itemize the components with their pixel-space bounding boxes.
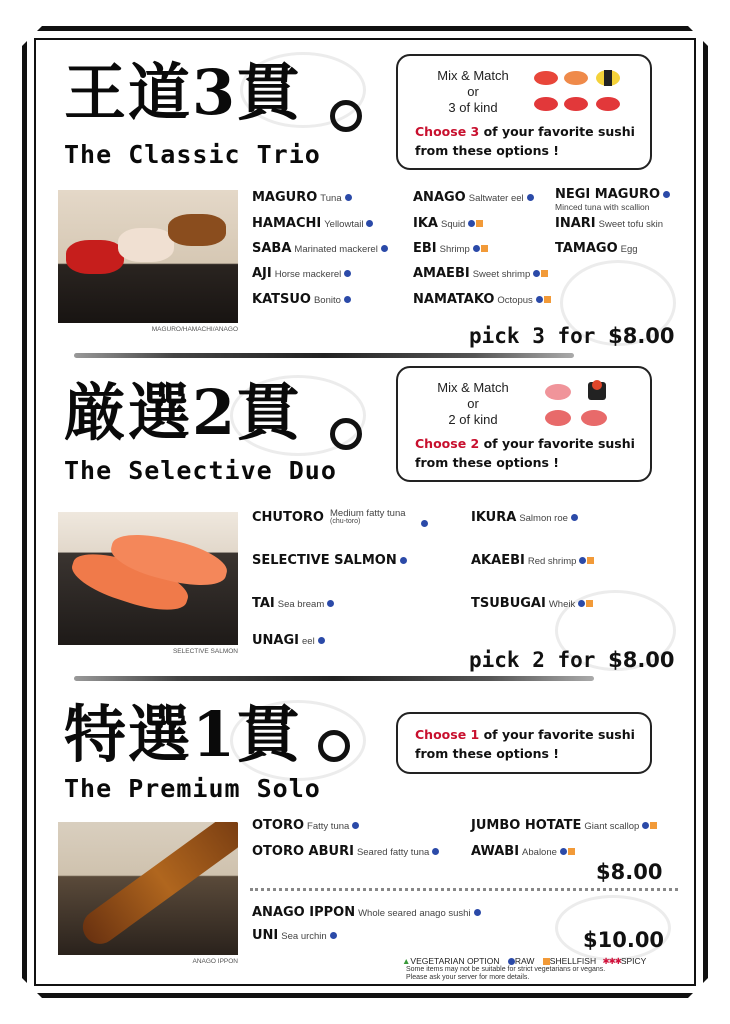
photo-caption: MAGURO/HAMACHI/ANAGO: [151, 326, 238, 333]
item-description: Giant scallop: [584, 821, 640, 832]
choose-text: from these options !: [415, 455, 559, 470]
shellfish-icon: [544, 296, 551, 303]
section-title-kanji: 厳選2貫: [64, 376, 302, 449]
item-description: Fatty tuna: [307, 821, 350, 832]
item-description: Egg: [620, 244, 638, 255]
title-circle-mark: [330, 418, 362, 450]
item-description: Shrimp: [439, 244, 470, 255]
item-name: NEGI MAGURO: [555, 187, 661, 202]
raw-icon: [344, 270, 351, 277]
brush-stroke-divider: [74, 353, 574, 358]
menu-item: [252, 633, 325, 650]
menu-item: [252, 292, 351, 309]
raw-icon: [468, 220, 475, 227]
menu-item: [413, 292, 551, 309]
item-description: Wheik: [548, 599, 576, 610]
item-name: AMAEBI: [413, 266, 470, 281]
section-subtitle: The Selective Duo: [64, 456, 337, 485]
menu-item: [471, 818, 657, 835]
menu-item: [252, 510, 324, 526]
choose-text: from these options !: [415, 143, 559, 158]
item-name: SELECTIVE SALMON: [252, 553, 397, 568]
shellfish-icon: [587, 557, 594, 564]
raw-icon: [527, 194, 534, 201]
item-description: Bonito: [313, 295, 341, 306]
item-name: MAGURO: [252, 190, 318, 205]
section-subtitle: The Premium Solo: [64, 774, 321, 803]
menu-item: [252, 216, 373, 233]
choose-instruction: [415, 122, 651, 160]
menu-item: [252, 905, 481, 922]
sushi-illustration: [542, 376, 612, 430]
item-name: SABA: [252, 241, 292, 256]
section-price: [469, 648, 675, 672]
spicy-icon: ✱✱✱: [602, 956, 621, 966]
mix-line: Mix & Match: [437, 380, 509, 395]
raw-icon: [344, 296, 351, 303]
photo-caption: ANAGO IPPON: [192, 958, 238, 965]
mix-line: or: [467, 396, 479, 411]
menu-item: [252, 241, 388, 258]
item-description: Saltwater eel: [468, 193, 524, 204]
title-circle-mark: [330, 100, 362, 132]
section-title-kanji: 王道3貫: [64, 56, 302, 129]
item-description: Horse mackerel: [274, 269, 342, 280]
price-prefix: pick 3 for: [469, 324, 596, 348]
item-name: KATSUO: [252, 292, 311, 307]
item-name: HAMACHI: [252, 216, 322, 231]
raw-icon: [366, 220, 373, 227]
raw-icon: [533, 270, 540, 277]
item-name: ANAGO: [413, 190, 466, 205]
menu-item: [252, 190, 352, 207]
raw-icon: [352, 822, 359, 829]
menu-item: [471, 844, 575, 861]
item-description: Octopus: [497, 295, 533, 306]
item-description: Medium fatty tuna: [330, 508, 406, 519]
section-subtitle: The Classic Trio: [64, 140, 321, 169]
price-amount: $8.00: [608, 324, 675, 348]
raw-icon: [318, 637, 325, 644]
price-prefix: pick 2 for: [469, 648, 596, 672]
anago-whole: [76, 822, 238, 951]
raw-icon: [560, 848, 567, 855]
note-line: Please ask your server for more details.: [406, 974, 530, 981]
mix-match-label: [418, 68, 528, 116]
menu-item: [471, 553, 594, 570]
mix-line: 2 of kind: [448, 412, 498, 427]
price-amount: $8.00: [596, 860, 663, 884]
sushi-illustration: [532, 66, 632, 118]
raw-icon: [345, 194, 352, 201]
raw-icon: [421, 513, 428, 532]
mix-line: Mix & Match: [437, 68, 509, 83]
yellowtail-nigiri: [118, 228, 174, 262]
choose-text: of your favorite sushi: [479, 436, 635, 451]
item-name: AKAEBI: [471, 553, 525, 568]
item-description: Marinated mackerel: [294, 244, 378, 255]
raw-icon: [327, 600, 334, 607]
item-description: Sweet tofu skin: [598, 219, 664, 230]
raw-icon: [432, 848, 439, 855]
mix-match-label: [418, 380, 528, 428]
raw-icon: [508, 958, 515, 965]
menu-item: [413, 190, 534, 207]
item-price: [596, 860, 662, 884]
menu-item: [413, 266, 548, 283]
choose-text: of your favorite sushi: [479, 727, 635, 742]
choose-count: Choose 1: [415, 727, 480, 742]
shellfish-icon: [541, 270, 548, 277]
choose-box: [396, 712, 652, 774]
mix-match-box: [396, 54, 652, 170]
item-name: EBI: [413, 241, 437, 256]
item-name: UNI: [252, 928, 279, 943]
section-price: [469, 324, 675, 348]
brush-stroke-divider: [74, 676, 594, 681]
choose-text: from these options !: [415, 746, 559, 761]
sushi-photo-premium-solo: [58, 822, 238, 955]
item-name: IKA: [413, 216, 438, 231]
menu-item: [252, 844, 439, 861]
raw-icon: [663, 191, 670, 198]
raw-icon: [473, 245, 480, 252]
menu-item: [252, 596, 334, 613]
item-description: Seared fatty tuna: [356, 847, 430, 858]
menu-item: [413, 216, 483, 233]
mix-line: or: [467, 84, 479, 99]
item-description: Red shrimp: [527, 556, 577, 567]
item-description: Sweet shrimp: [472, 269, 531, 280]
item-description: Minced tuna with scallion: [555, 202, 650, 212]
choose-count: Choose 3: [415, 124, 480, 139]
item-name: CHUTORO: [252, 510, 324, 525]
item-name: ANAGO IPPON: [252, 905, 356, 920]
shellfish-icon: [568, 848, 575, 855]
choose-instruction: [415, 434, 651, 472]
item-name: AJI: [252, 266, 272, 281]
raw-icon: [579, 557, 586, 564]
menu-item: [252, 553, 407, 569]
shellfish-icon: [481, 245, 488, 252]
dietary-note: [406, 966, 636, 982]
item-name: JUMBO HOTATE: [471, 818, 582, 833]
choose-text: of your favorite sushi: [479, 124, 635, 139]
item-description: Tuna: [320, 193, 342, 204]
raw-icon: [571, 514, 578, 521]
shellfish-icon: [586, 600, 593, 607]
menu-item: [555, 187, 670, 203]
legend-label: RAW: [514, 956, 535, 966]
raw-icon: [330, 932, 337, 939]
raw-icon: [642, 822, 649, 829]
legend-label: VEGETARIAN OPTION: [410, 956, 500, 966]
raw-icon: [381, 245, 388, 252]
price-amount: $10.00: [583, 928, 665, 952]
menu-item: [252, 266, 351, 283]
mix-match-box: [396, 366, 652, 482]
sushi-photo-selective-duo: [58, 512, 238, 645]
item-name: TAI: [252, 596, 275, 611]
sushi-photo-classic-trio: [58, 190, 238, 323]
item-name: AWABI: [471, 844, 520, 859]
raw-icon: [578, 600, 585, 607]
raw-icon: [536, 296, 543, 303]
choose-instruction: [415, 725, 651, 763]
photo-caption: SELECTIVE SALMON: [172, 648, 238, 655]
item-description: Sea bream: [277, 599, 325, 610]
menu-item: [252, 818, 359, 835]
shellfish-icon: [543, 958, 550, 965]
item-name: OTORO: [252, 818, 305, 833]
item-description: Sea urchin: [281, 931, 327, 942]
item-description-sub: (chu-toro): [330, 518, 361, 525]
menu-item: [471, 510, 578, 527]
item-description: Yellowtail: [324, 219, 364, 230]
menu-item: [413, 241, 488, 258]
item-description: Abalone: [522, 847, 557, 858]
legend-label: SPICY: [620, 956, 647, 966]
anago-nigiri: [168, 214, 226, 246]
vegetarian-icon: ▲: [402, 956, 411, 966]
item-name: OTORO ABURI: [252, 844, 354, 859]
item-name: TAMAGO: [555, 241, 618, 256]
tuna-nigiri: [66, 240, 124, 274]
legend-label: SHELLFISH: [549, 956, 597, 966]
menu-item: [252, 928, 337, 945]
title-circle-mark: [318, 730, 350, 762]
item-name: TSUBUGAI: [471, 596, 546, 611]
menu-item: [471, 596, 593, 613]
item-name: UNAGI: [252, 633, 300, 648]
shellfish-icon: [476, 220, 483, 227]
price-amount: $8.00: [608, 648, 675, 672]
dotted-divider: [250, 888, 678, 891]
item-description: Squid: [440, 219, 466, 230]
raw-icon: [474, 909, 481, 916]
item-name: INARI: [555, 216, 596, 231]
item-description: Whole seared anago sushi: [358, 908, 471, 919]
section-title-kanji: 特選1貫: [64, 698, 302, 771]
item-name: NAMATAKO: [413, 292, 495, 307]
mix-line: 3 of kind: [448, 100, 498, 115]
menu-item: [555, 216, 663, 233]
item-price: [583, 928, 664, 952]
menu-item: [555, 241, 638, 258]
note-line: Some items may not be suitable for strict vegetarians or vegans.: [406, 966, 606, 973]
item-description: eel: [302, 636, 315, 647]
item-description: Salmon roe: [519, 513, 568, 524]
raw-icon: [400, 557, 407, 564]
shellfish-icon: [650, 822, 657, 829]
item-name: IKURA: [471, 510, 517, 525]
choose-count: Choose 2: [415, 436, 480, 451]
